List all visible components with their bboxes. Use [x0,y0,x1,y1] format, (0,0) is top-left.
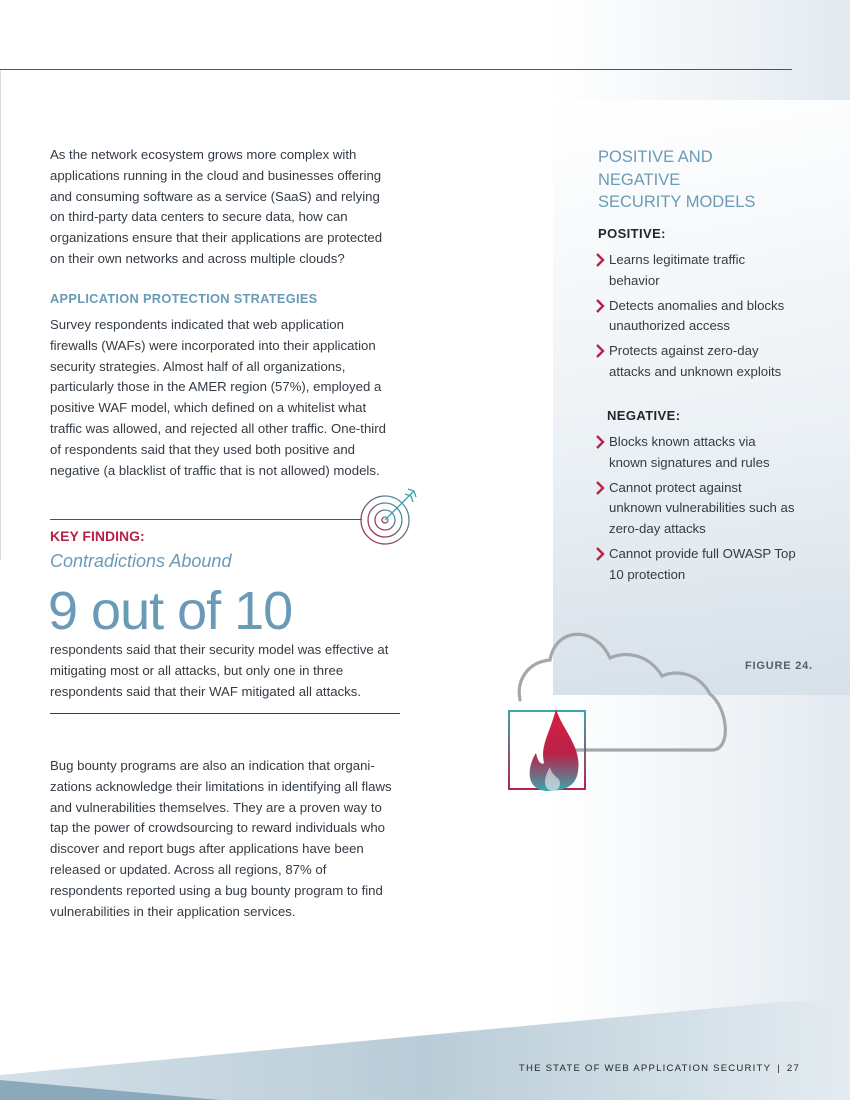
key-finding-text: respondents said that their security model was effective at mitigating most or all attacks, but only one in three respondents said that their WAF mitigated all attacks. [50,642,389,699]
firewall-icon [506,707,590,793]
sidebar-title-line: NEGATIVE [598,170,681,189]
target-icon [358,485,422,549]
list-item-text: Learns legitimate traffic behavior [609,252,746,288]
page-number: 27 [786,1063,800,1074]
chevron-right-icon [596,253,605,267]
negative-heading: NEGATIVE: [607,408,681,423]
footer [519,1063,800,1074]
key-finding-label: KEY FINDING: [50,528,145,544]
positive-list [596,250,796,387]
key-finding-stat: 9 out of 10 [48,581,293,641]
key-finding-bottom-divider [50,713,400,714]
footer-title: THE STATE OF WEB APPLICATION SECURITY [518,1063,772,1074]
list-item [596,432,796,474]
list-item-text: Protects against zero-day attacks and unknown exploits [609,343,782,379]
footer-separator: | [777,1063,781,1074]
top-divider [0,69,792,70]
chevron-right-icon [596,481,605,495]
positive-heading: POSITIVE: [598,226,666,241]
key-finding-subtitle: Contradictions Abound [50,551,232,571]
bug-bounty-paragraph: Bug bounty programs are also an indication that organi-zations acknowledge their limitations in identifying all flaws and vulnerabilities themselves. They are a proven way to tap the power of crowdsourcing to reward individuals who discover and report bugs after applications have been released or updated. Across all regions, 87% of respondents reported using a bug bounty program to find vulnerabilities in their application services. [50,758,392,919]
chevron-right-icon [596,344,605,358]
chevron-right-icon [596,299,605,313]
chevron-right-icon [596,435,605,449]
list-item [596,341,796,383]
left-edge-line [0,70,1,560]
list-item [596,544,796,586]
section-body: Survey respondents indicated that web application firewalls (WAFs) were incorporated into their application security strategies. Almost half of all organizations, particularly those in the AMER region (57%), employed a positive WAF model, which defined on a whitelist what traffic was allowed, and rejected all other traffic. One-third of respondents said that they used both positive and negative (a blacklist of traffic that is not allowed) models. [50,317,386,478]
intro-paragraph: As the network ecosystem grows more complex with applications running in the cloud and businesses offering and consuming software as a service (SaaS) and relying on third-party data centers to secure data, how can organizations ensure that their applications are protected on their own networks and across multiple clouds? [50,147,383,266]
figure-label: FIGURE 24. [745,660,813,672]
list-item [596,478,796,540]
list-item-text: Cannot provide full OWASP Top 10 protection [609,545,796,582]
sidebar-title [598,146,798,214]
sidebar-title-line: POSITIVE AND [598,148,713,166]
key-finding-divider [50,519,362,520]
footer-decoration [0,990,850,1100]
negative-list [596,432,796,590]
list-item [596,296,796,338]
sidebar-title-line: SECURITY MODELS [598,193,756,212]
chevron-right-icon [596,547,605,561]
list-item-text: Blocks known attacks via known signatures and rules [609,434,770,470]
section-heading: APPLICATION PROTECTION STRATEGIES [50,291,318,306]
list-item [596,250,796,292]
list-item-text: Detects anomalies and blocks unauthorized access [609,297,785,334]
list-item-text: Cannot protect against unknown vulnerabilities such as zero-day attacks [609,479,795,537]
